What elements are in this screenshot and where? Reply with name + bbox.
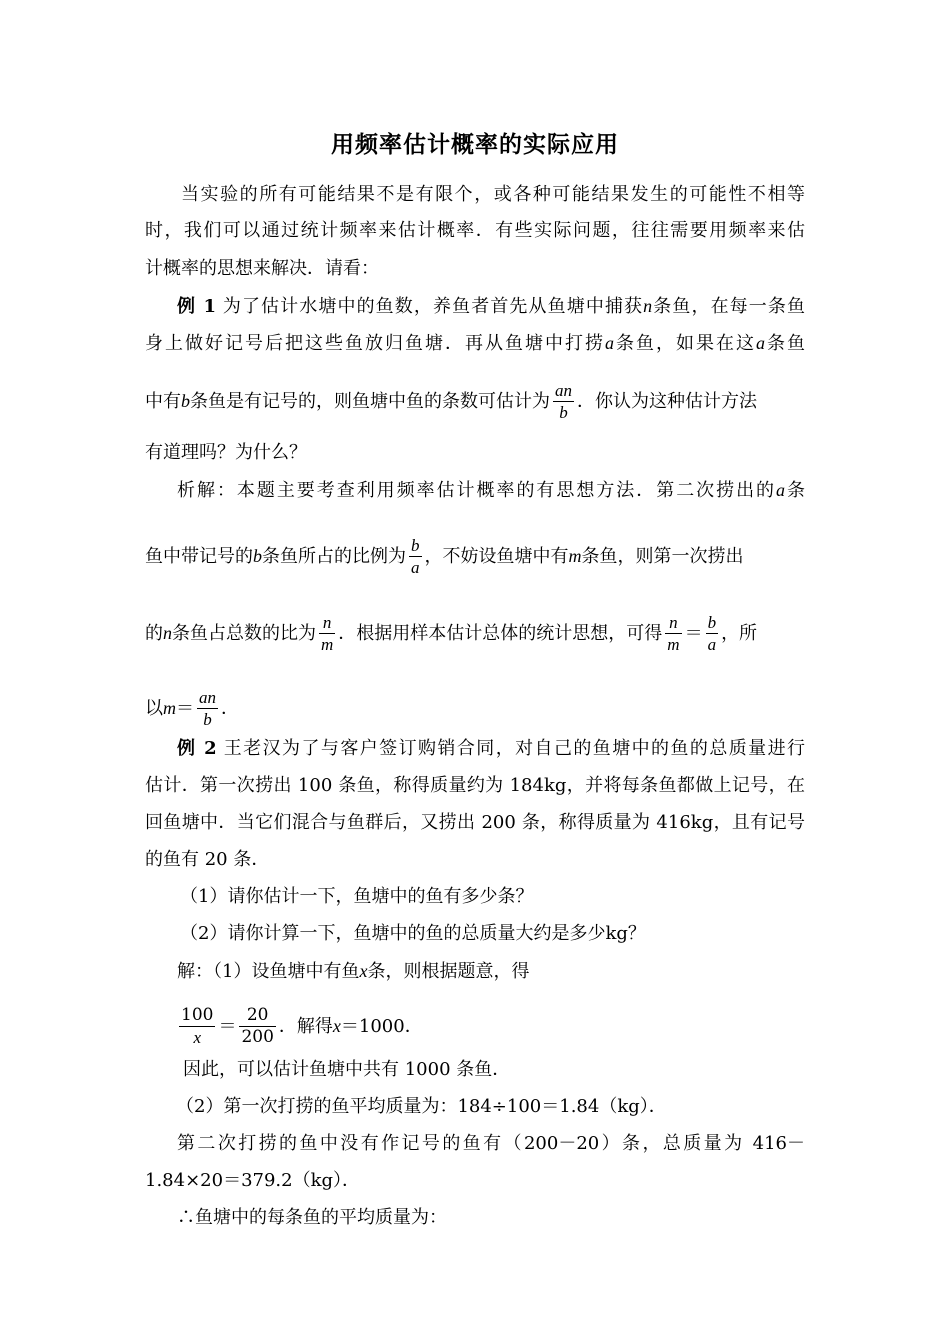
question-2: （2）请你计算一下，鱼塘中的鱼的总质量大约是多少kg？ <box>180 923 646 944</box>
solution-line-4: （2）第一次打捞的鱼平均质量为：184÷100＝1.84（kg）． <box>176 1096 667 1117</box>
example-2-line-1: 例 2 王老汉为了与客户签订购销合同，对自己的鱼塘中的鱼的总质量进行 <box>177 738 805 759</box>
intro-line-1: 当实验的所有可能结果不是有限个，或各种可能结果发生的可能性不相等 <box>181 184 805 205</box>
example-1-line-1: 例 1 为了估计水塘中的鱼数，养鱼者首先从鱼塘中捕获n条鱼，在每一条鱼 <box>177 296 805 317</box>
example-1-line-4: 有道理吗？为什么？ <box>145 442 307 463</box>
example-1-line-2: 身上做好记号后把这些鱼放归鱼塘．再从鱼塘中打捞a条鱼，如果在这a条鱼 <box>145 333 805 354</box>
solution-line-5: 第二次打捞的鱼中没有作记号的鱼有（200－20）条，总质量为 416－ <box>177 1133 805 1154</box>
example-1-line-3: 中有b条鱼是有记号的，则鱼塘中鱼的条数可估计为 $\frac{an}{b}$ ．你认为这种估计方法 <box>145 381 757 423</box>
example-2-line-3: 回鱼塘中．当它们混合与鱼群后，又捞出 200 条，称得质量为 416kg，且有记号 <box>145 812 805 833</box>
fraction-an-over-b: $\frac{an}{b}$ <box>555 381 572 423</box>
fraction-n-over-m-2: $\frac{n}{m}$ <box>667 613 680 655</box>
solution-line-1: 解：（1）设鱼塘中有鱼x条，则根据题意，得 <box>177 961 530 982</box>
solution-line-6: 1.84×20＝379.2（kg）． <box>145 1170 361 1191</box>
example-2-line-2: 估计．第一次捞出 100 条鱼，称得质量约为 184kg，并将每条鱼都做上记号，在 <box>145 775 805 796</box>
question-1: （1）请你估计一下，鱼塘中的鱼有多少条？ <box>180 886 534 907</box>
solution-line-7: ∴鱼塘中的每条鱼的平均质量为： <box>177 1207 447 1228</box>
intro-line-2: 时，我们可以通过统计频率来估计概率．有些实际问题，往往需要用频率来估 <box>145 220 805 241</box>
analysis-line-3: 的n条鱼占总数的比为 $\frac{n}{m}$ ．根据用样本估计总体的统计思想，可得 $\frac{n}{m}$ ＝ $\frac{b}{a}$ ，所 <box>145 613 758 655</box>
page-title: 用频率估计概率的实际应用 <box>331 132 619 158</box>
fraction-100-over-x: $\frac{100}{x}$ <box>181 1005 214 1048</box>
fraction-b-over-a-2: $\frac{b}{a}$ <box>707 613 717 655</box>
example-2-line-4: 的鱼有 20 条． <box>145 849 270 870</box>
solution-line-3: 因此，可以估计鱼塘中共有 1000 条鱼． <box>183 1059 511 1080</box>
fraction-n-over-m: $\frac{n}{m}$ <box>321 613 334 655</box>
fraction-b-over-a: $\frac{b}{a}$ <box>411 536 420 578</box>
fraction-20-over-200: $\frac{20}{200}$ <box>241 1005 274 1048</box>
solution-equation: $\frac{100}{x}$ ＝ $\frac{20}{200}$ ．解得x＝1000． <box>181 1005 423 1048</box>
fraction-an-over-b-2: $\frac{an}{b}$ <box>199 688 216 730</box>
intro-line-3: 计概率的思想来解决．请看： <box>145 258 379 279</box>
analysis-line-4: 以m＝ $\frac{an}{b}$ ． <box>145 688 239 730</box>
analysis-line-2: 鱼中带记号的b条鱼所占的比例为 $\frac{b}{a}$ ，不妨设鱼塘中有m条鱼，则第一次捞出 <box>145 536 744 578</box>
example-2-label: 例 2 <box>177 738 217 759</box>
analysis-line-1: 析解：本题主要考查利用频率估计概率的有思想方法．第二次捞出的a条 <box>177 480 805 501</box>
example-1-label: 例 1 <box>177 296 217 317</box>
